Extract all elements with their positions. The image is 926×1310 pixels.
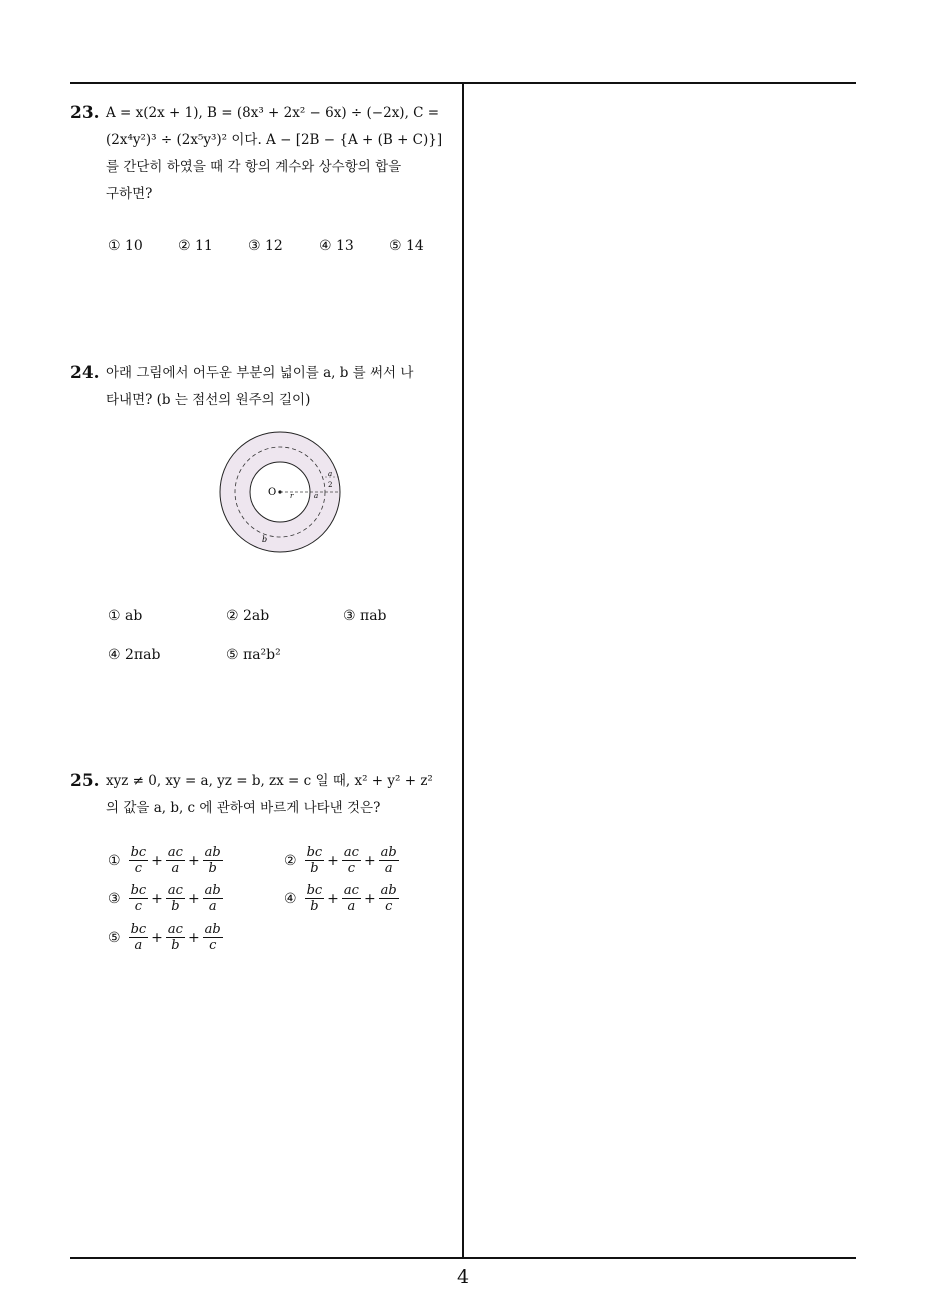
choice-3[interactable]: ③ 12 [248, 238, 283, 254]
choice-4[interactable]: ④ 13 [319, 238, 354, 254]
fraction-denominator: b [171, 899, 180, 914]
choice-mark: ② [284, 852, 297, 869]
fraction [203, 883, 223, 914]
fraction-denominator: b [310, 861, 319, 876]
fraction-denominator: c [134, 899, 142, 914]
fraction-denominator: c [385, 899, 393, 914]
problem-number: 23. [70, 103, 100, 123]
plus-sign: + [363, 890, 376, 907]
fraction [129, 883, 149, 914]
problem-24 [70, 360, 456, 414]
fraction [379, 845, 399, 876]
plus-sign: + [327, 852, 339, 869]
fraction-denominator: a [171, 861, 180, 876]
fraction-numerator: ac [167, 883, 183, 898]
problem-line: 를 간단히 하였을 때 각 항의 계수와 상수항의 합을 [106, 159, 402, 175]
fraction [166, 883, 185, 914]
fraction [203, 845, 223, 876]
fraction [342, 883, 361, 914]
plus-sign: + [151, 929, 163, 946]
plus-sign: + [187, 890, 200, 907]
fraction-numerator: bc [306, 845, 323, 860]
r-label: r [290, 492, 294, 500]
fraction-denominator: b [310, 899, 319, 914]
choice-3[interactable]: ③ πab [343, 608, 387, 624]
fraction-denominator: a [134, 938, 143, 953]
choice-5[interactable]: ⑤ πa²b² [226, 647, 281, 663]
fraction [129, 845, 149, 876]
a-half-numerator: a [328, 470, 333, 478]
problem-line: 타내면? (b 는 점선의 원주의 길이) [106, 392, 311, 408]
fraction-denominator: a [347, 899, 356, 914]
choice-2[interactable] [284, 845, 399, 876]
fraction-denominator: b [171, 938, 180, 953]
column-divider [462, 82, 464, 1258]
problem-text [106, 768, 456, 822]
plus-sign: + [187, 929, 200, 946]
fraction-numerator: bc [130, 922, 147, 937]
fraction-denominator: a [208, 899, 217, 914]
fraction [342, 845, 361, 876]
bottom-rule [70, 1257, 856, 1259]
fraction [203, 922, 223, 953]
fraction-denominator: b [208, 861, 217, 876]
fraction-numerator: bc [130, 883, 147, 898]
fraction-numerator: ab [204, 845, 221, 860]
plus-sign: + [327, 890, 339, 907]
problem-line: 의 값을 a, b, c 에 관하여 바르게 나타낸 것은? [106, 800, 381, 816]
fraction [379, 883, 399, 914]
b-label: b [262, 535, 268, 544]
problem-text [106, 100, 456, 208]
fraction-numerator: ab [204, 883, 221, 898]
choice-mark: ⑤ [108, 929, 121, 946]
fraction-numerator: ac [167, 845, 183, 860]
a-half-denominator: 2 [328, 481, 333, 489]
problem-number: 24. [70, 363, 100, 383]
choice-1[interactable]: ① 10 [108, 238, 143, 254]
fraction-numerator: ab [204, 922, 221, 937]
fraction-numerator: ac [343, 883, 359, 898]
fraction-numerator: ab [380, 883, 397, 898]
fraction-denominator: c [347, 861, 356, 876]
problem-line: (2x⁴y²)³ ÷ (2x⁵y³)² 이다. A − [2B − {A + (B + C)}] [106, 132, 443, 148]
fraction-numerator: bc [306, 883, 323, 898]
choice-5[interactable] [108, 922, 223, 953]
fraction [305, 883, 325, 914]
fraction-denominator: c [209, 938, 217, 953]
fraction-numerator: bc [130, 845, 147, 860]
problem-25 [70, 768, 456, 822]
plus-sign: + [151, 852, 163, 869]
center-label: O [268, 487, 277, 498]
fraction [129, 922, 149, 953]
choice-1[interactable] [108, 845, 223, 876]
problem-text [106, 360, 456, 414]
choice-2[interactable]: ② 2ab [226, 608, 270, 624]
fraction-denominator: a [384, 861, 393, 876]
fraction-numerator: ac [343, 845, 359, 860]
fraction-denominator: c [134, 861, 142, 876]
fraction-numerator: ab [380, 845, 397, 860]
problem-number: 25. [70, 771, 100, 791]
problem-23 [70, 100, 456, 208]
concentric-circles-figure [210, 425, 350, 560]
problem-line: xyz ≠ 0, xy = a, yz = b, zx = c 일 때, x² + y² + z² [106, 773, 433, 789]
choice-mark: ③ [108, 890, 121, 907]
choice-mark: ④ [284, 890, 297, 907]
plus-sign: + [363, 852, 376, 869]
problem-line: A = x(2x + 1), B = (8x³ + 2x² − 6x) ÷ (−2x), C = [106, 105, 440, 121]
choice-mark: ① [108, 852, 121, 869]
choice-2[interactable]: ② 11 [178, 238, 213, 254]
fraction-numerator: ac [167, 922, 183, 937]
fraction [305, 845, 325, 876]
plus-sign: + [187, 852, 200, 869]
choice-3[interactable] [108, 883, 223, 914]
choice-1[interactable]: ① ab [108, 608, 143, 624]
plus-sign: + [151, 890, 163, 907]
choice-4[interactable]: ④ 2πab [108, 647, 161, 663]
choice-5[interactable]: ⑤ 14 [389, 238, 424, 254]
page-number: 4 [456, 1266, 470, 1288]
problem-line: 구하면? [106, 186, 153, 202]
choice-4[interactable] [284, 883, 399, 914]
a-label: a [314, 492, 319, 500]
fraction [166, 922, 185, 953]
problem-line: 아래 그림에서 어두운 부분의 넓이를 a, b 를 써서 나 [106, 365, 414, 381]
fraction [166, 845, 185, 876]
